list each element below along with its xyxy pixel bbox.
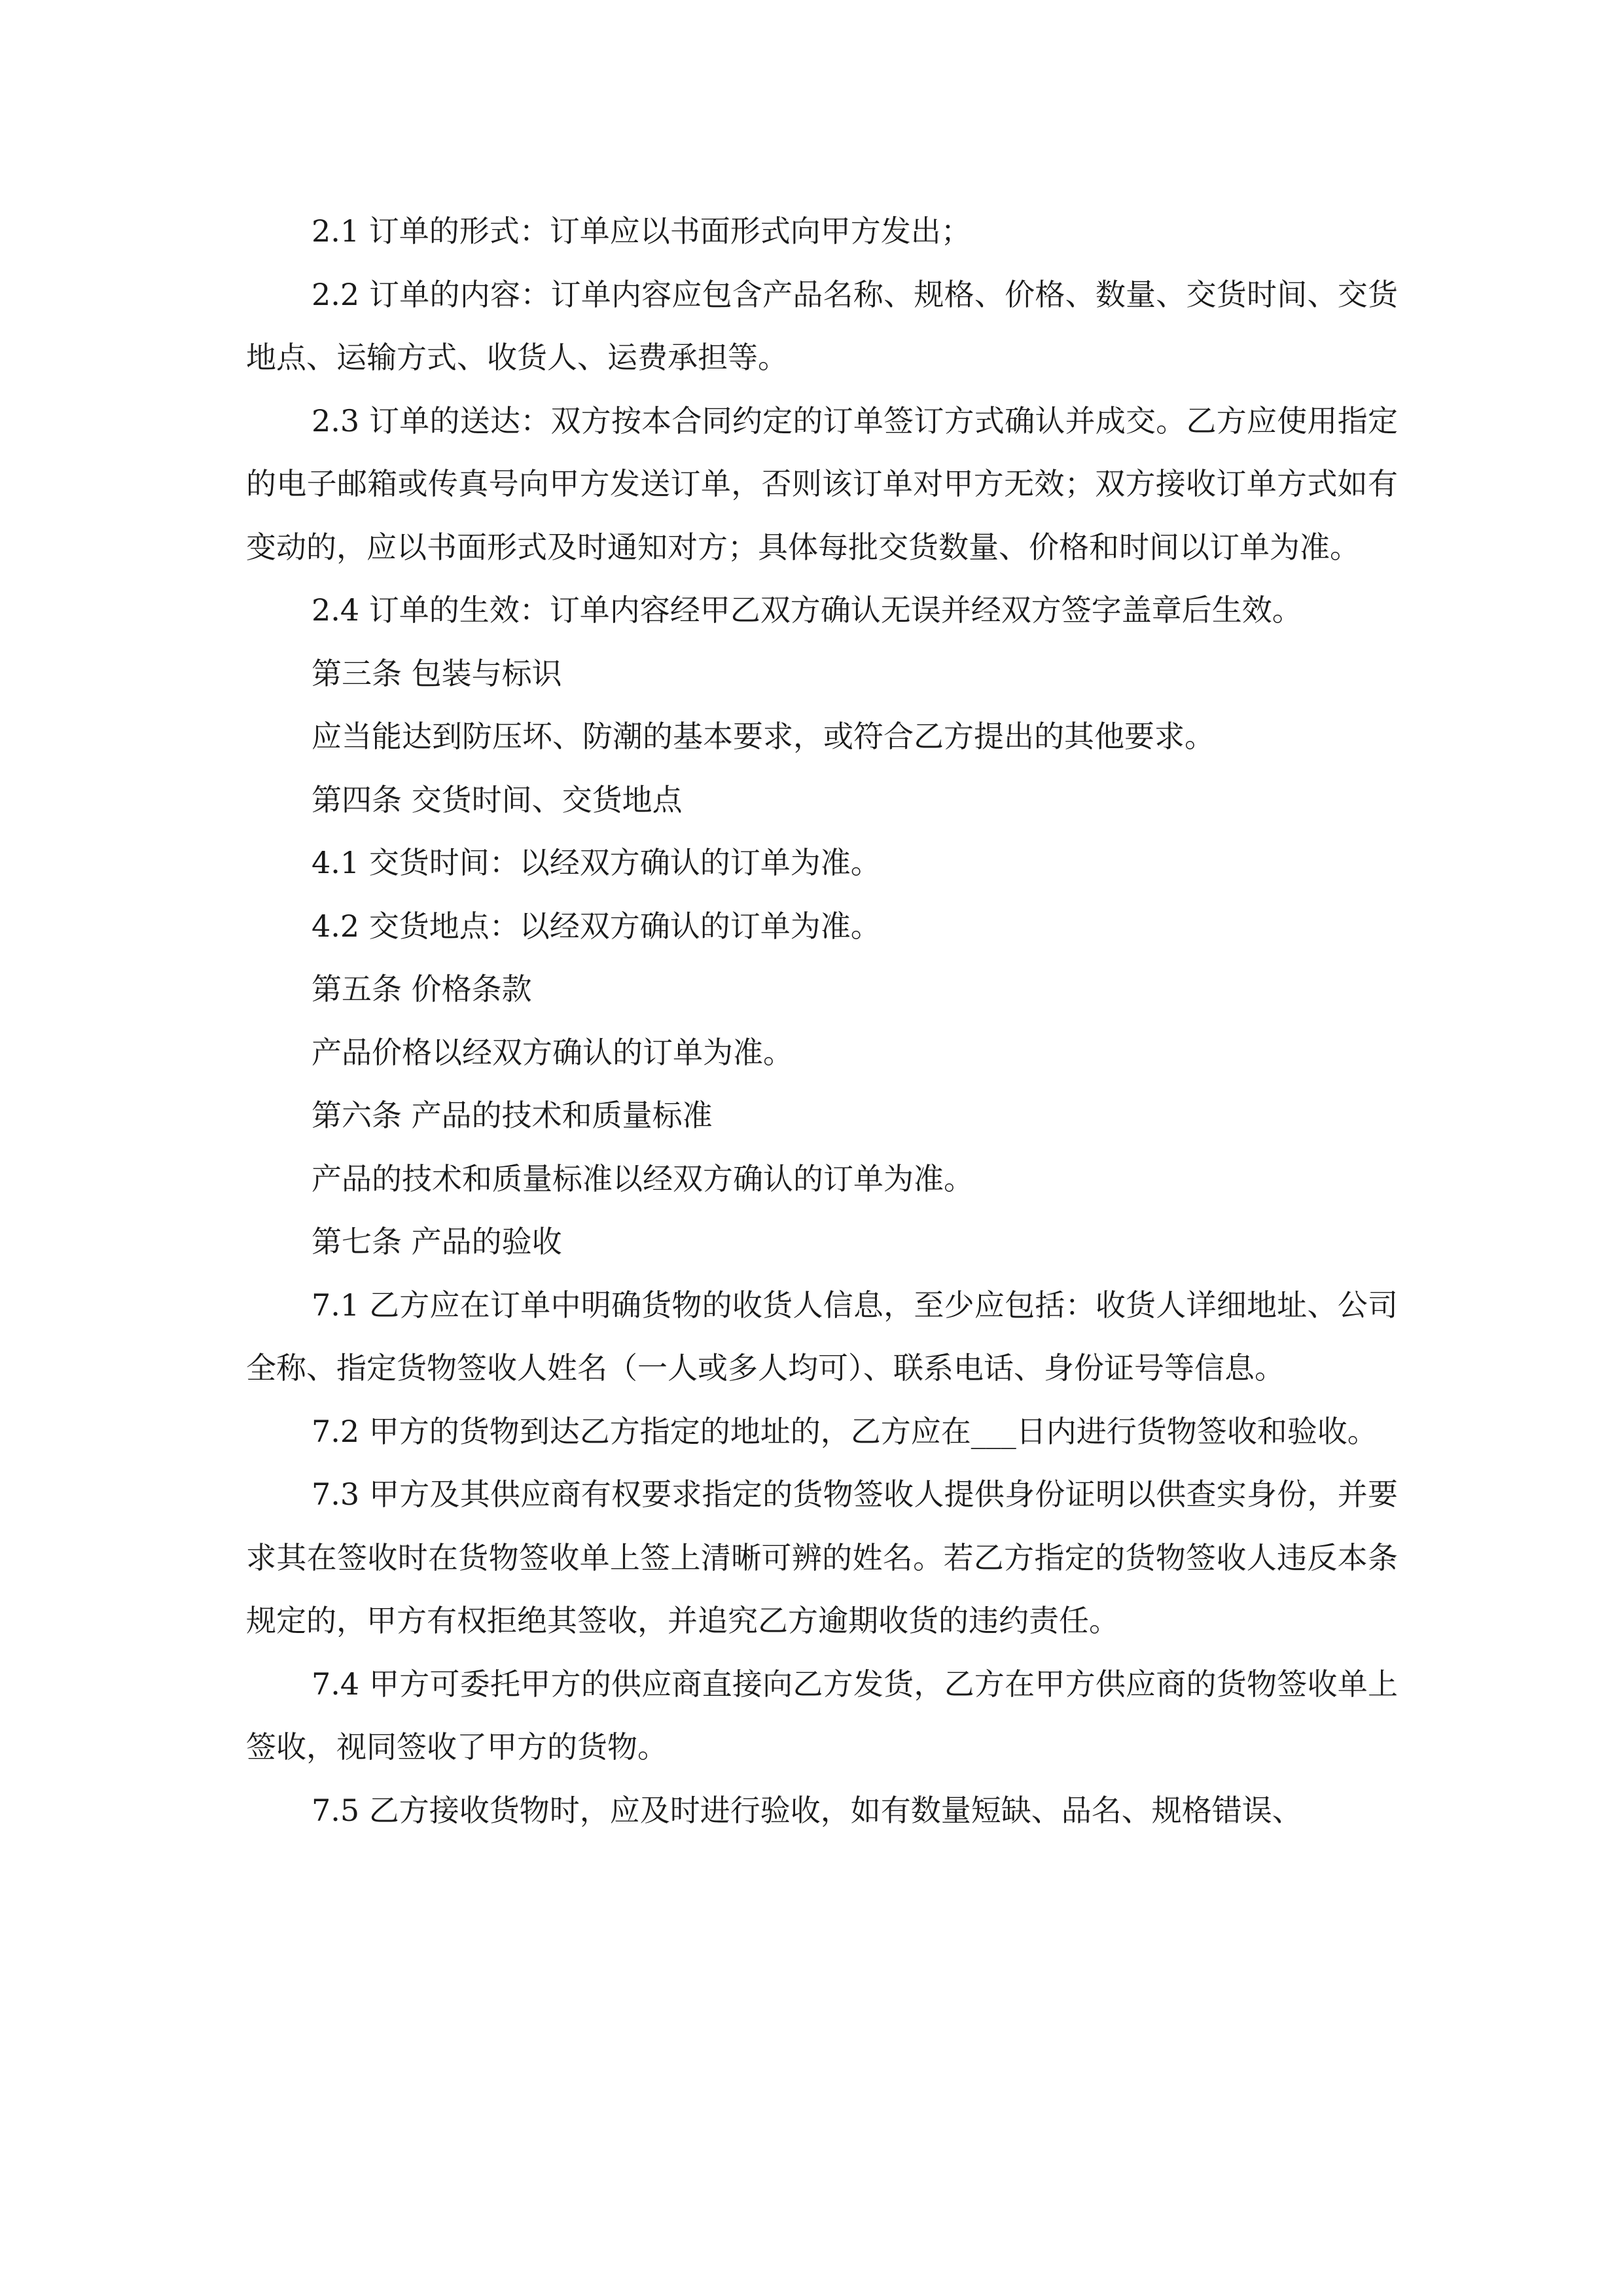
clause-2-3: 2.3 订单的送达：双方按本合同约定的订单签订方式确认并成交。乙方应使用指定的电子邮箱或传真号向甲方发送订单，否则该订单对甲方无效；双方接收订单方式如有变动的，应以书面形式及时通知对方；具体每批交货数量、价格和时间以订单为准。: [246, 403, 1398, 565]
article-6-body: 产品的技术和质量标准以经双方确认的订单为准。: [312, 1160, 974, 1196]
clause-7-3: 7.3 甲方及其供应商有权要求指定的货物签收人提供身份证明以供查实身份，并要求其在签收时在货物签收单上签上清晰可辨的姓名。若乙方指定的货物签收人违反本条规定的，甲方有权拒绝其签收，并追究乙方逾期收货的违约责任。: [246, 1477, 1398, 1638]
clause-4-1: 4.1 交货时间：以经双方确认的订单为准。: [312, 845, 881, 880]
article-3-heading: 第三条 包装与标识: [312, 655, 562, 691]
article-5-body: 产品价格以经双方确认的订单为准。: [312, 1034, 793, 1070]
document-body: [246, 200, 1398, 1842]
clause-4-2: 4.2 交货地点：以经双方确认的订单为准。: [312, 908, 881, 944]
article-6-heading: 第六条 产品的技术和质量标准: [312, 1098, 713, 1133]
clause-2-4: 2.4 订单的生效：订单内容经甲乙双方确认无误并经双方签字盖章后生效。: [312, 592, 1302, 628]
clause-7-1: 7.1 乙方应在订单中明确货物的收货人信息，至少应包括：收货人详细地址、公司全称、指定货物签收人姓名（一人或多人均可）、联系电话、身份证号等信息。: [246, 1287, 1398, 1386]
article-5-heading: 第五条 价格条款: [312, 971, 532, 1007]
clause-2-2: 2.2 订单的内容：订单内容应包含产品名称、规格、价格、数量、交货时间、交货地点、运输方式、收货人、运费承担等。: [246, 276, 1398, 375]
clause-2-1: 2.1 订单的形式：订单应以书面形式向甲方发出；: [312, 213, 971, 249]
article-4-heading: 第四条 交货时间、交货地点: [312, 781, 683, 817]
clause-7-5: 7.5 乙方接收货物时，应及时进行验收，如有数量短缺、品名、规格错误、: [312, 1792, 1302, 1828]
article-3-body: 应当能达到防压坏、防潮的基本要求，或符合乙方提出的其他要求。: [312, 719, 1215, 754]
clause-7-2: 7.2 甲方的货物到达乙方指定的地址的，乙方应在___日内进行货物签收和验收。: [312, 1413, 1378, 1449]
clause-7-4: 7.4 甲方可委托甲方的供应商直接向乙方发货，乙方在甲方供应商的货物签收单上签收，视同签收了甲方的货物。: [246, 1666, 1398, 1765]
article-7-heading: 第七条 产品的验收: [312, 1224, 562, 1259]
